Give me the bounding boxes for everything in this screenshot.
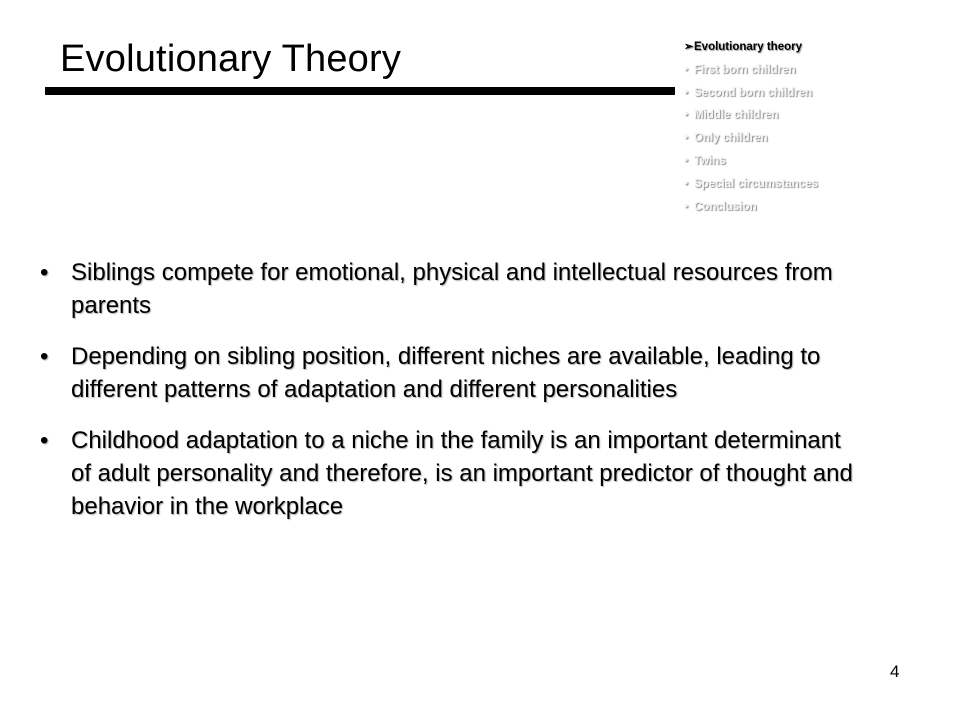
outline-item-first-born[interactable]: [684, 63, 818, 86]
outline-item-label: Conclusion: [694, 200, 757, 213]
arrow-bullet-icon: ➢: [684, 41, 694, 53]
page-number: 4: [890, 662, 900, 681]
bullet-icon: •: [40, 259, 49, 286]
outline-item-label: Second born children: [694, 86, 813, 99]
bullet-icon: •: [684, 109, 689, 122]
outline-item-evolutionary-theory[interactable]: [684, 40, 818, 63]
bullet-icon: •: [684, 63, 689, 76]
bullet-icon: •: [684, 177, 689, 190]
outline-item-only[interactable]: [684, 131, 818, 154]
outline-item-label: First born children: [694, 63, 796, 76]
outline-item-conclusion[interactable]: [684, 200, 818, 223]
bullet-item: [40, 424, 860, 523]
bullet-icon: •: [684, 86, 689, 99]
bullet-icon: •: [684, 132, 689, 145]
outline-item-label: Twins: [694, 154, 726, 167]
outline-item-second-born[interactable]: [684, 86, 818, 109]
outline-item-label: Middle children: [694, 109, 779, 122]
bullet-icon: •: [684, 154, 689, 167]
outline-item-label: Special circumstances: [694, 177, 819, 190]
title-underline: [45, 87, 675, 95]
bullet-item: [40, 340, 860, 406]
bullet-icon: •: [40, 427, 49, 454]
outline-item-label: Evolutionary theory: [694, 41, 802, 53]
bullet-icon: •: [684, 200, 689, 213]
outline-item-special[interactable]: [684, 177, 818, 200]
content-bullets: [40, 256, 860, 541]
bullet-text: Childhood adaptation to a niche in the family is an important determinant of adult personality and therefore, is an important predictor of thought and behavior in the workplace: [71, 427, 853, 520]
bullet-text: Siblings compete for emotional, physical and intellectual resources from parents: [71, 259, 833, 319]
slide-title: Evolutionary Theory: [60, 38, 402, 80]
outline-item-label: Only children: [694, 132, 768, 145]
outline-item-twins[interactable]: [684, 154, 818, 177]
outline-item-middle[interactable]: [684, 108, 818, 131]
section-outline: [684, 40, 818, 222]
bullet-text: Depending on sibling position, different niches are available, leading to different patterns of adaptation and different personalities: [71, 343, 821, 403]
bullet-icon: •: [40, 343, 49, 370]
bullet-item: [40, 256, 860, 322]
